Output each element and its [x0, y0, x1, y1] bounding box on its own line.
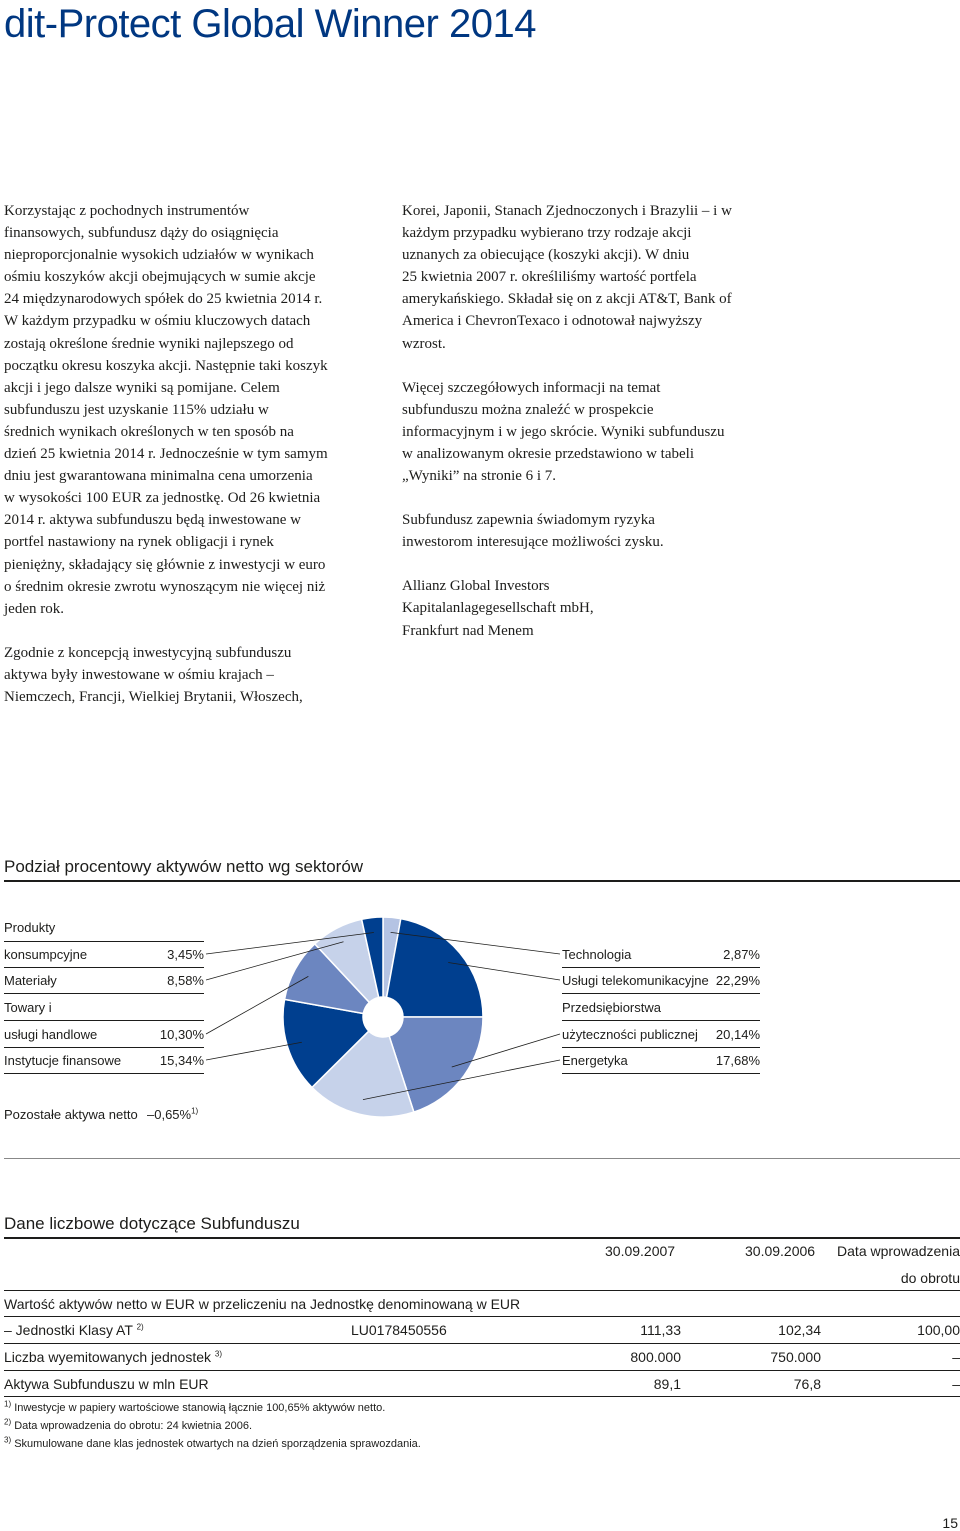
- text-line: Zgodnie z koncepcją inwestycyjną subfunduszu: [4, 644, 292, 661]
- text-line: nieproporcjonalnie wysokich udziałów w wynikach: [4, 247, 314, 264]
- leader-line: [206, 1042, 302, 1060]
- legend-value: 17,68%: [715, 1053, 760, 1068]
- isin-code: LU0178450556: [351, 1322, 447, 1338]
- text-line: w wysokości 100 EUR za jednostkę. Od 26 kwietnia: [4, 490, 321, 507]
- column-header: 30.09.2006: [745, 1243, 816, 1259]
- footnote: [4, 1435, 421, 1450]
- table-row-label: Wartość aktywów netto w EUR w przeliczeniu na Jednostkę denominowaną w EUR: [4, 1296, 521, 1312]
- table-cell: 800.000: [630, 1349, 681, 1365]
- footnote-text: Inwestycje w papiery wartościowe stanowią łącznie 100,65% aktywów netto.: [14, 1402, 386, 1414]
- footnote-ref: 1): [191, 1106, 199, 1116]
- text-line: subfunduszu można znaleźć w prospekcie: [402, 401, 654, 418]
- table-rule: [4, 1396, 960, 1397]
- paragraph: [4, 642, 374, 708]
- row-label-text: – Jednostki Klasy AT: [4, 1322, 133, 1338]
- legend-value: 22,29%: [715, 973, 760, 988]
- table-cell: 102,34: [778, 1322, 821, 1338]
- paragraph: [402, 377, 772, 487]
- page-title: dit-Protect Global Winner 2014: [4, 2, 536, 46]
- text-line: wzrost.: [402, 335, 446, 352]
- table-rule: [4, 1343, 960, 1344]
- footnote-text: Skumulowane dane klas jednostek otwartych na dzień sporządzenia sprawozdania.: [14, 1438, 421, 1450]
- text-line: pieniężny, składający się głównie z inwestycji w euro: [4, 556, 326, 573]
- text-line: zostają określone średnie wyniki najlepszego od: [4, 335, 294, 352]
- other-assets-value: [147, 1107, 198, 1122]
- text-column-left: [4, 200, 374, 730]
- text-line: finansowych, subfundusz dąży do osiągnięcia: [4, 225, 279, 242]
- table-rule: [4, 1370, 960, 1371]
- paragraph: [402, 509, 772, 553]
- other-assets-number: –0,65%: [147, 1107, 192, 1122]
- legend-label: Przedsiębiorstwa: [562, 1000, 661, 1015]
- legend-label: użyteczności publicznej: [562, 1027, 698, 1042]
- table-cell: –: [952, 1376, 960, 1392]
- footnote-ref: 2): [4, 1417, 12, 1427]
- text-line: America i ChevronTexaco i odnotował najwyższy: [402, 313, 703, 330]
- paragraph: [4, 200, 374, 620]
- text-line: o średnim okresie zwrotu wynoszącym nie więcej niż: [4, 578, 326, 595]
- legend-label: Usługi telekomunikacyjne: [562, 973, 709, 988]
- table-rule: [4, 1290, 960, 1291]
- table-cell: 750.000: [770, 1349, 821, 1365]
- text-line: Niemczech, Francji, Wielkiej Brytanii, Włoszech,: [4, 688, 303, 705]
- text-line: dzień 25 kwietnia 2014 r. Jednocześnie w tym samym: [4, 446, 328, 463]
- text-line: Subfundusz zapewnia świadomym ryzyka: [402, 512, 655, 529]
- footnote: [4, 1399, 386, 1414]
- footnote-ref: 1): [4, 1399, 12, 1409]
- text-line: Więcej szczegółowych informacji na temat: [402, 379, 661, 396]
- text-line: jeden rok.: [4, 600, 64, 617]
- text-line: Korzystając z pochodnych instrumentów: [4, 203, 250, 219]
- column-header: Data wprowadzenia: [837, 1243, 960, 1259]
- table-row-label: [4, 1322, 144, 1338]
- text-line: średnich wynikach określonych w ten sposób na: [4, 423, 294, 440]
- section-rule: [4, 1237, 960, 1239]
- legend-value: 20,14%: [715, 1027, 760, 1042]
- legend-label: Instytucje finansowe: [4, 1053, 122, 1068]
- text-line: akcji i jego dalsze wyniki są pomijane. Celem: [4, 379, 280, 396]
- table-cell: 89,1: [653, 1376, 681, 1392]
- table-row-label: [4, 1349, 222, 1365]
- legend-label: Technologia: [562, 947, 632, 962]
- footnote-text: Data wprowadzenia do obrotu: 24 kwietnia 2006.: [14, 1420, 253, 1432]
- text-line: Allianz Global Investors: [402, 578, 550, 595]
- text-line: Korei, Japonii, Stanach Zjednoczonych i Brazylii – i w: [402, 203, 732, 219]
- legend-label: Produkty: [4, 920, 56, 935]
- text-line: amerykańskiego. Składał się on z akcji AT&T, Bank of: [402, 291, 732, 308]
- text-line: każdym przypadku wybierano trzy rodzaje akcji: [402, 225, 692, 242]
- text-line: 25 kwietnia 2007 r. określiliśmy wartość portfela: [402, 269, 697, 286]
- legend-label: Energetyka: [562, 1053, 628, 1068]
- text-line: Frankfurt nad Menem: [402, 622, 534, 639]
- text-line: ośmiu koszyków akcji obejmujących w sumie akcje: [4, 269, 316, 286]
- text-line: W każdym przypadku w ośmiu kluczowych datach: [4, 313, 311, 330]
- page-number: 15: [942, 1515, 958, 1531]
- text-line: „Wyniki” na stronie 6 i 7.: [402, 468, 557, 485]
- table-row-label: Aktywa Subfunduszu w mln EUR: [4, 1376, 209, 1392]
- fund-data-heading: Dane liczbowe dotyczące Subfunduszu: [4, 1214, 300, 1233]
- row-label-text: Liczba wyemitowanych jednostek: [4, 1349, 211, 1365]
- legend-value: 15,34%: [159, 1053, 204, 1068]
- table-cell: 76,8: [793, 1376, 821, 1392]
- paragraph: [402, 200, 772, 355]
- legend-value: 10,30%: [159, 1027, 204, 1042]
- legend-label: usługi handlowe: [4, 1027, 98, 1042]
- footnote-ref: 3): [214, 1349, 223, 1359]
- legend-label: Towary i: [4, 1000, 52, 1015]
- column-header: do obrotu: [900, 1270, 960, 1286]
- footnote-ref: 3): [4, 1435, 12, 1445]
- other-assets-label: Pozostałe aktywa netto: [4, 1107, 138, 1122]
- legend-value: 8,58%: [167, 973, 204, 988]
- text-line: 2014 r. aktywa subfunduszu będą inwestowane w: [4, 512, 302, 529]
- text-line: aktywa były inwestowane w ośmiu krajach –: [4, 666, 274, 683]
- text-line: 24 międzynarodowych spółek do 25 kwietnia 2014 r.: [4, 291, 323, 308]
- footnote: [4, 1417, 253, 1432]
- text-line: początku okresu koszyka akcji. Następnie taki koszyk: [4, 357, 328, 374]
- table-cell: –: [952, 1349, 960, 1365]
- donut-hole: [363, 997, 403, 1037]
- text-line: inwestorom interesujące możliwości zysku.: [402, 534, 664, 551]
- section-rule: [4, 880, 960, 882]
- legend-value: 2,87%: [723, 947, 760, 962]
- column-header: 30.09.2007: [605, 1243, 676, 1259]
- text-line: portfel nastawiony na rynek obligacji i rynek: [4, 534, 274, 551]
- legend-value: 3,45%: [167, 947, 204, 962]
- sector-section-heading: Podział procentowy aktywów netto wg sektorów: [4, 857, 364, 876]
- text-line: dniu jest gwarantowana minimalna cena umorzenia: [4, 468, 313, 485]
- legend-label: Materiały: [4, 973, 57, 988]
- text-line: Kapitalanlagegesellschaft mbH,: [402, 600, 594, 617]
- text-column-right: [402, 200, 772, 664]
- text-line: informacyjnym i w jego skrócie. Wyniki subfunduszu: [402, 423, 725, 440]
- table-cell: 111,33: [640, 1322, 681, 1338]
- table-cell: 100,00: [917, 1322, 960, 1338]
- text-line: uznanych za obiecujące (koszyki akcji). W dniu: [402, 247, 690, 264]
- legend-label: konsumpcyjne: [4, 947, 88, 962]
- paragraph: [402, 575, 772, 641]
- section-rule: [4, 1158, 960, 1159]
- table-rule: [4, 1316, 960, 1317]
- text-line: w analizowanym okresie przedstawiono w tabeli: [402, 445, 694, 462]
- footnote-ref: 2): [136, 1322, 144, 1332]
- text-line: subfunduszu jest uzyskanie 115% udziału w: [4, 401, 269, 418]
- sector-pie-chart: [0, 900, 960, 1130]
